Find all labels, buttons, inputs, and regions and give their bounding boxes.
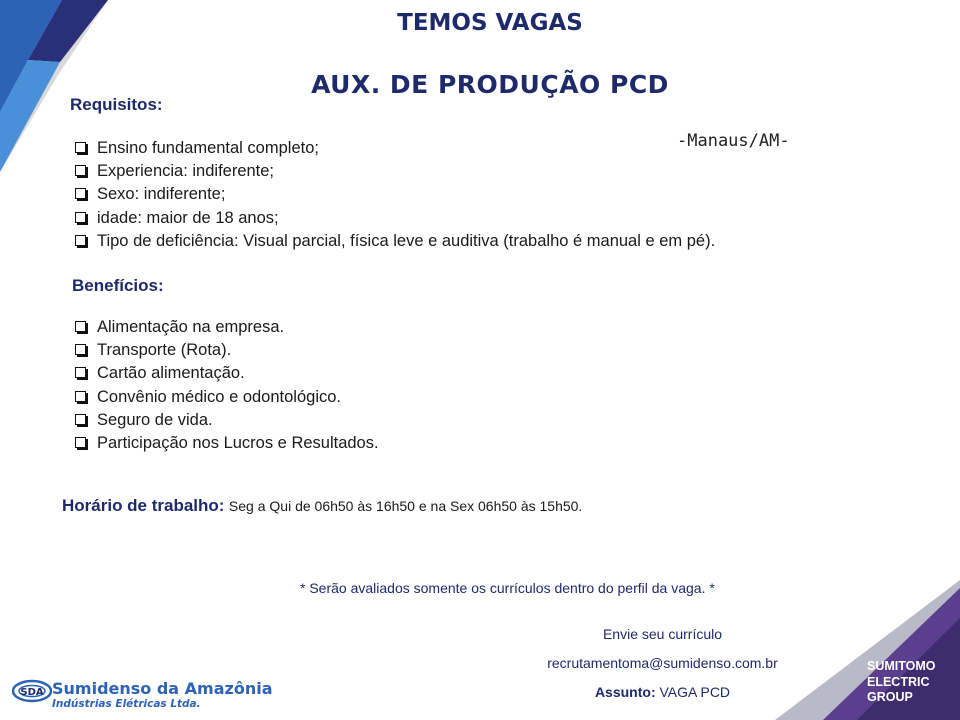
email-subject-label: Assunto:: [594, 684, 656, 700]
requirements-list: [75, 137, 715, 253]
page-title: TEMOS VAGAS: [397, 10, 583, 36]
list-item: Ensino fundamental completo;: [75, 137, 715, 160]
list-item: Convênio médico e odontológico.: [75, 386, 379, 409]
sumidenso-logo: [12, 678, 273, 712]
list-item: Transporte (Rota).: [75, 339, 379, 362]
job-location: -Manaus/AM-: [677, 131, 790, 151]
checkbox-bullet-icon: [75, 188, 86, 199]
job-position: AUX. DE PRODUÇÃO PCD: [311, 70, 669, 99]
list-item: Seguro de vida.: [75, 409, 379, 432]
sumidenso-subtitle: Indústrias Elétricas Ltda.: [52, 698, 201, 710]
contact-email[interactable]: recrutamentoma@sumidenso.com.br: [547, 655, 778, 671]
send-cv-text: Envie seu currículo: [602, 626, 723, 642]
working-hours-value: Seg a Qui de 06h50 às 16h50 e na Sex 06h50 às 15h50.: [228, 498, 583, 514]
checkbox-bullet-icon: [75, 165, 86, 176]
list-item: Tipo de deficiência: Visual parcial, física leve e auditiva (trabalho é manual e em pé).: [75, 230, 715, 253]
checkbox-bullet-icon: [75, 367, 86, 378]
working-hours-label: Horário de trabalho:: [62, 496, 225, 515]
checkbox-bullet-icon: [75, 142, 86, 153]
benefits-list: [75, 316, 379, 455]
checkbox-bullet-icon: [75, 321, 86, 332]
benefits-heading: Benefícios:: [72, 276, 164, 295]
sumidenso-name: Sumidenso da Amazônia: [52, 679, 273, 698]
requirements-heading: Requisitos:: [70, 95, 163, 114]
list-item: Alimentação na empresa.: [75, 316, 379, 339]
checkbox-bullet-icon: [75, 391, 86, 402]
email-subject-value: VAGA PCD: [659, 684, 731, 700]
checkbox-bullet-icon: [75, 344, 86, 355]
checkbox-bullet-icon: [75, 437, 86, 448]
sumidenso-mark-icon: [12, 678, 52, 710]
list-item: Sexo: indiferente;: [75, 183, 715, 206]
checkbox-bullet-icon: [75, 235, 86, 246]
checkbox-bullet-icon: [75, 414, 86, 425]
list-item: idade: maior de 18 anos;: [75, 207, 715, 230]
sumitomo-electric-logo: SUMITOMO ELECTRIC GROUP: [867, 659, 936, 704]
list-item: Experiencia: indiferente;: [75, 160, 715, 183]
checkbox-bullet-icon: [75, 212, 86, 223]
profile-note: * Serão avaliados somente os currículos dentro do perfil da vaga. *: [300, 580, 715, 596]
list-item: Participação nos Lucros e Resultados.: [75, 432, 379, 455]
working-hours: [62, 496, 582, 516]
list-item: Cartão alimentação.: [75, 362, 379, 385]
sumidenso-mark-text: SDA: [20, 687, 44, 698]
